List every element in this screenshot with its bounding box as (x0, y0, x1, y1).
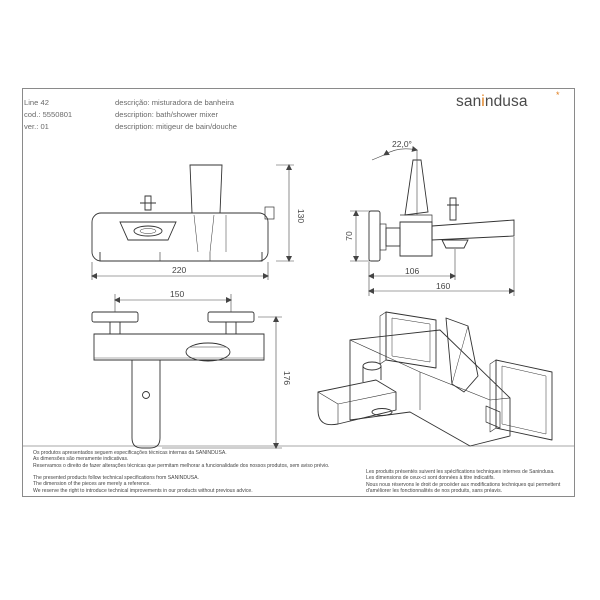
side-lever (405, 160, 428, 215)
dim-70-label: 70 (344, 231, 354, 241)
top-left-handle (92, 312, 138, 322)
top-view-dimensions (115, 294, 282, 448)
iso-lever (446, 318, 478, 392)
footer-pt-line: As dimensões são meramente indicativas. (33, 456, 129, 463)
footer-text-pt (33, 450, 329, 469)
product-code: cod.: 5550801 (24, 110, 73, 119)
footer-pt-line: Reservamos o direito de fazer alterações técnicas que permitam melhorar a funcionalidade dos nossos produtos, sem aviso prévio. (33, 462, 330, 469)
footer-fr-line: Les dimensions de ceux-ci sont données à titre indicatifs. (366, 475, 495, 482)
product-line: Line 42 (24, 98, 49, 107)
dim-160-label: 160 (436, 281, 451, 291)
side-wall-flange (369, 211, 380, 261)
dim-angle-label: 22,0° (392, 139, 412, 149)
dim-176-label: 176 (282, 370, 292, 386)
brand-star-icon: * (556, 90, 560, 100)
dim-130-label: 130 (296, 208, 306, 224)
isometric-view (318, 312, 552, 446)
brand-suffix: ndusa (484, 93, 528, 110)
dim-angle-arc (384, 149, 417, 155)
iso-right-plate (496, 360, 552, 440)
front-view (92, 165, 274, 261)
description-fr: description: mitigeur de bain/douche (115, 122, 237, 131)
iso-spout (318, 380, 396, 425)
top-body (94, 334, 264, 360)
top-view (92, 312, 264, 448)
front-body (92, 213, 268, 261)
footer-en-line: We reserve the right to introduce technical improvements in our products without previous advice. (33, 487, 253, 494)
dim-220-label: 220 (172, 265, 187, 275)
footer-en-line: The dimension of the pieces are merely a reference. (33, 481, 151, 488)
description-pt: descrição: misturadora de banheira (115, 98, 235, 107)
footer-fr-line: Nous nous réservons le droit de procéder aux modifications techniques qui permettent (366, 481, 561, 488)
front-view-dimensions (92, 165, 294, 280)
dim-106-label: 106 (405, 266, 420, 276)
description-en: description: bath/shower mixer (115, 110, 218, 119)
side-body (400, 222, 432, 256)
footer-en-line: The presented products follow technical specifications from SANINDUSA. (33, 475, 199, 481)
footer-fr-line: d'améliorer les fonctionnalités de nos produits, sans préavis. (366, 487, 503, 494)
side-spout (432, 220, 514, 240)
brand-highlight: i (481, 93, 485, 110)
top-spout (132, 360, 160, 448)
top-right-handle (208, 312, 254, 322)
product-version: ver.: 01 (24, 122, 49, 131)
front-lever (190, 165, 222, 213)
footer-fr-line: Les produits présentés suivent les spécifications techniques internes de Sanindusa. (366, 469, 555, 475)
dim-150-label: 150 (170, 289, 185, 299)
side-view (369, 160, 514, 261)
footer-text-en (33, 475, 253, 494)
footer-text-fr (366, 469, 560, 494)
brand-prefix: san (456, 93, 482, 110)
front-base (100, 252, 262, 261)
footer-pt-line: Os produtos apresentados seguem especificações técnicas internas da SANINDUSA. (33, 450, 227, 456)
